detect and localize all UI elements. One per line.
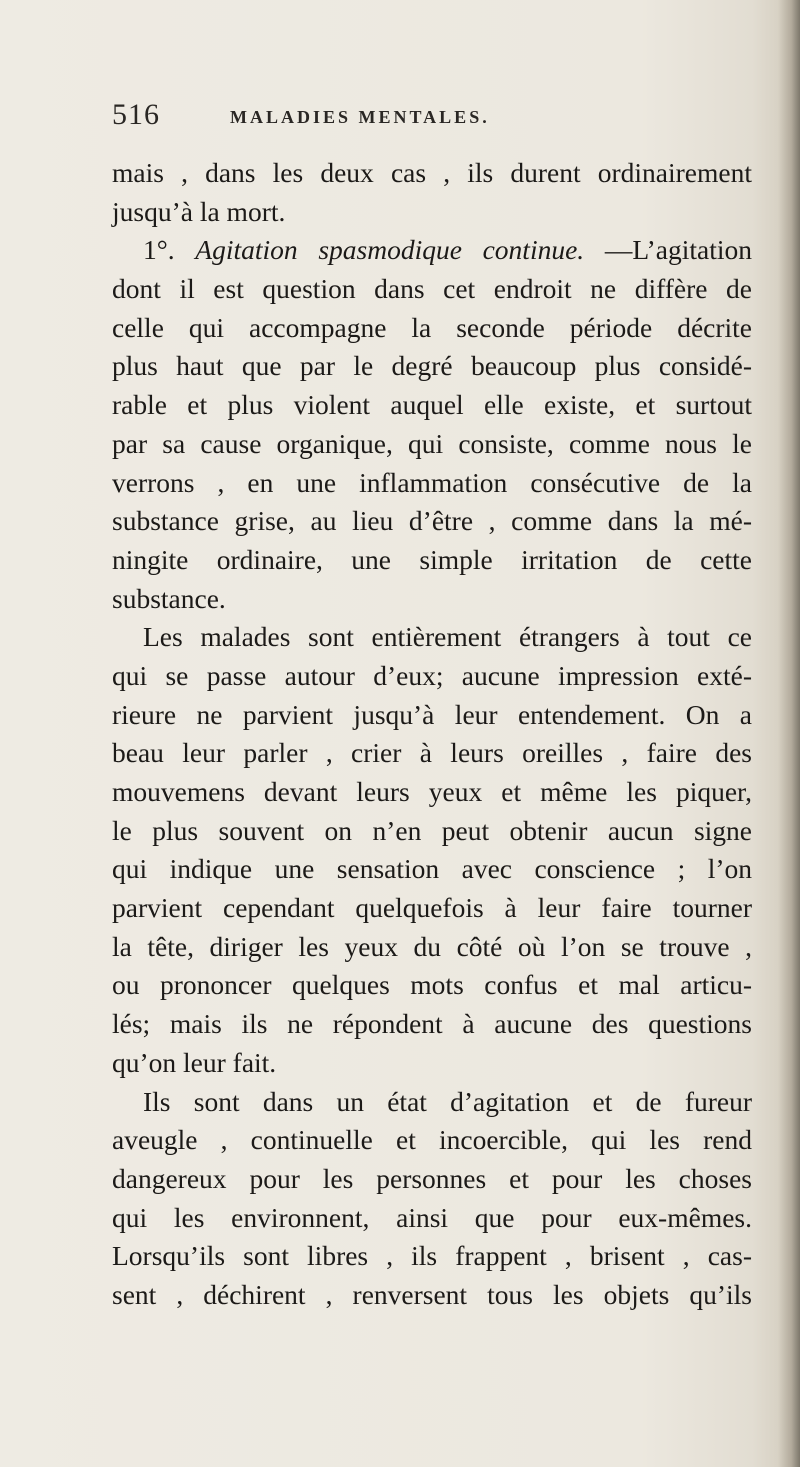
text-line: substance grise, au lieu d’être , comme dans la mé- bbox=[112, 505, 752, 537]
section-heading: Agitation spasmodique continue. bbox=[195, 234, 585, 266]
text-line: qu’on leur fait. bbox=[112, 1046, 277, 1078]
text-line: celle qui accompagne la seconde période décrite bbox=[112, 311, 752, 343]
heading-line-rest: —L’agitation bbox=[604, 234, 752, 266]
text-line: ningite ordinaire, une simple irritation de cette bbox=[112, 543, 752, 575]
text-line: beau leur parler , crier à leurs oreilles , faire des bbox=[112, 737, 752, 769]
text-line: qui les environnent, ainsi que pour eux-mêmes. bbox=[112, 1201, 752, 1233]
text-line: le plus souvent on n’en peut obtenir aucun signe bbox=[112, 814, 752, 846]
page-number: 516 bbox=[112, 98, 160, 131]
text-line: lés; mais ils ne répondent à aucune des questions bbox=[112, 1008, 752, 1040]
text-line: rieure ne parvient jusqu’à leur entendement. On a bbox=[112, 698, 752, 730]
text-line: sent , déchirent , renversent tous les objets qu’ils bbox=[112, 1278, 752, 1310]
text-line: jusqu’à la mort. bbox=[112, 195, 286, 227]
page-header bbox=[112, 98, 752, 138]
text-line: rable et plus violent auquel elle existe, et surtout bbox=[112, 389, 752, 421]
text-line: qui se passe autour d’eux; aucune impression exté- bbox=[112, 659, 752, 691]
section-numeral: 1°. bbox=[143, 234, 175, 266]
body-text bbox=[112, 154, 752, 1315]
running-head: MALADIES MENTALES. bbox=[230, 107, 490, 127]
section-heading-line bbox=[112, 231, 752, 270]
text-line: Les malades sont entièrement étrangers à tout ce bbox=[143, 621, 752, 653]
text-line: dont il est question dans cet endroit ne diffère de bbox=[112, 273, 752, 305]
text-line: substance. bbox=[112, 582, 226, 614]
text-line: plus haut que par le degré beaucoup plus considé- bbox=[112, 350, 752, 382]
text-line: mais , dans les deux cas , ils durent ordinairement bbox=[112, 157, 752, 188]
text-line: par sa cause organique, qui consiste, comme nous le bbox=[112, 427, 752, 459]
text-line: mouvemens devant leurs yeux et même les piquer, bbox=[112, 776, 752, 807]
text-line: verrons , en une inflammation consécutive de la bbox=[112, 466, 752, 498]
text-line: ou prononcer quelques mots confus et mal articu- bbox=[112, 969, 752, 1001]
text-line: parvient cependant quelquefois à leur faire tourner bbox=[112, 892, 752, 924]
page-edge-shadow bbox=[778, 0, 800, 1467]
text-line: Lorsqu’ils sont libres , ils frappent , brisent , cas- bbox=[112, 1240, 752, 1272]
text-line: Ils sont dans un état d’agitation et de fureur bbox=[143, 1085, 752, 1117]
text-line: la tête, diriger les yeux du côté où l’on se trouve , bbox=[112, 930, 752, 962]
text-line: dangereux pour les personnes et pour les choses bbox=[112, 1162, 752, 1194]
text-line: aveugle , continuelle et incoercible, qui les rend bbox=[112, 1124, 752, 1156]
text-line: qui indique une sensation avec conscience ; l’on bbox=[112, 853, 752, 885]
